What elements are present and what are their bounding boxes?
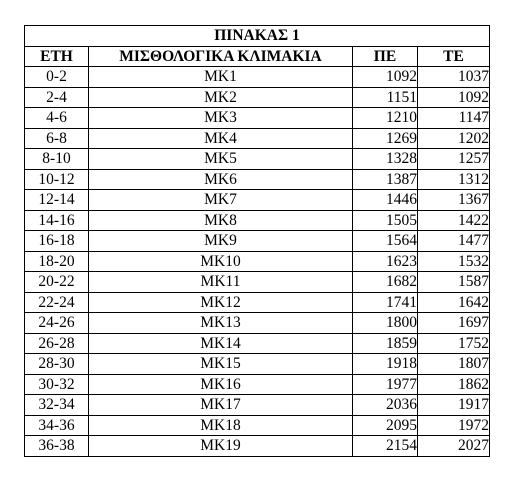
pe-cell: 1092 [353, 67, 418, 88]
header-te: ΤΕ [418, 46, 490, 67]
pe-cell: 1210 [353, 108, 418, 129]
scale-cell: ΜΚ9 [89, 231, 353, 252]
pe-cell: 1564 [353, 231, 418, 252]
table-row [25, 128, 490, 149]
te-cell: 1202 [418, 128, 490, 149]
te-cell: 1587 [418, 272, 490, 293]
years-cell: 8-10 [25, 149, 89, 170]
table-row [25, 190, 490, 211]
table-title: ΠΙΝΑΚΑΣ 1 [25, 26, 490, 47]
header-pe: ΠΕ [353, 46, 418, 67]
pe-cell: 1918 [353, 354, 418, 375]
table-row [25, 395, 490, 416]
table-row [25, 108, 490, 129]
years-cell: 12-14 [25, 190, 89, 211]
table-row [25, 415, 490, 436]
years-cell: 18-20 [25, 251, 89, 272]
scale-cell: ΜΚ11 [89, 272, 353, 293]
pe-cell: 1328 [353, 149, 418, 170]
table-header-row [25, 46, 490, 67]
pe-cell: 1741 [353, 292, 418, 313]
years-cell: 2-4 [25, 87, 89, 108]
scale-cell: ΜΚ10 [89, 251, 353, 272]
years-cell: 32-34 [25, 395, 89, 416]
years-cell: 36-38 [25, 436, 89, 457]
table-row [25, 333, 490, 354]
years-cell: 30-32 [25, 374, 89, 395]
table-row [25, 374, 490, 395]
table-row [25, 67, 490, 88]
scale-cell: ΜΚ6 [89, 169, 353, 190]
scale-cell: ΜΚ19 [89, 436, 353, 457]
scale-cell: ΜΚ1 [89, 67, 353, 88]
pe-cell: 1269 [353, 128, 418, 149]
table-row [25, 436, 490, 457]
years-cell: 26-28 [25, 333, 89, 354]
te-cell: 1312 [418, 169, 490, 190]
te-cell: 1532 [418, 251, 490, 272]
scale-cell: ΜΚ18 [89, 415, 353, 436]
years-cell: 0-2 [25, 67, 89, 88]
te-cell: 1917 [418, 395, 490, 416]
table-body [25, 67, 490, 457]
table-row [25, 313, 490, 334]
te-cell: 1972 [418, 415, 490, 436]
years-cell: 10-12 [25, 169, 89, 190]
years-cell: 16-18 [25, 231, 89, 252]
te-cell: 2027 [418, 436, 490, 457]
years-cell: 22-24 [25, 292, 89, 313]
header-salary-scales: ΜΙΣΘΟΛΟΓΙΚΑ ΚΛΙΜΑΚΙΑ [89, 46, 353, 67]
table-row [25, 169, 490, 190]
header-years: ΕΤΗ [25, 46, 89, 67]
scale-cell: ΜΚ17 [89, 395, 353, 416]
scale-cell: ΜΚ7 [89, 190, 353, 211]
pe-cell: 1151 [353, 87, 418, 108]
pe-cell: 1446 [353, 190, 418, 211]
table-row [25, 354, 490, 375]
scale-cell: ΜΚ4 [89, 128, 353, 149]
pe-cell: 1682 [353, 272, 418, 293]
years-cell: 24-26 [25, 313, 89, 334]
te-cell: 1697 [418, 313, 490, 334]
pe-cell: 1859 [353, 333, 418, 354]
pe-cell: 1977 [353, 374, 418, 395]
table-row [25, 149, 490, 170]
pe-cell: 1387 [353, 169, 418, 190]
scale-cell: ΜΚ8 [89, 210, 353, 231]
scale-cell: ΜΚ3 [89, 108, 353, 129]
pe-cell: 2095 [353, 415, 418, 436]
scale-cell: ΜΚ13 [89, 313, 353, 334]
pe-cell: 1800 [353, 313, 418, 334]
scale-cell: ΜΚ16 [89, 374, 353, 395]
table-row [25, 251, 490, 272]
te-cell: 1807 [418, 354, 490, 375]
pe-cell: 1505 [353, 210, 418, 231]
pe-cell: 2154 [353, 436, 418, 457]
years-cell: 14-16 [25, 210, 89, 231]
scale-cell: ΜΚ12 [89, 292, 353, 313]
years-cell: 20-22 [25, 272, 89, 293]
te-cell: 1642 [418, 292, 490, 313]
years-cell: 28-30 [25, 354, 89, 375]
years-cell: 34-36 [25, 415, 89, 436]
salary-scale-table [24, 25, 490, 457]
table-row [25, 272, 490, 293]
scale-cell: ΜΚ2 [89, 87, 353, 108]
pe-cell: 1623 [353, 251, 418, 272]
pe-cell: 2036 [353, 395, 418, 416]
te-cell: 1862 [418, 374, 490, 395]
table-row [25, 87, 490, 108]
te-cell: 1367 [418, 190, 490, 211]
table-row [25, 231, 490, 252]
te-cell: 1422 [418, 210, 490, 231]
te-cell: 1037 [418, 67, 490, 88]
te-cell: 1477 [418, 231, 490, 252]
years-cell: 6-8 [25, 128, 89, 149]
te-cell: 1752 [418, 333, 490, 354]
table-row [25, 292, 490, 313]
te-cell: 1147 [418, 108, 490, 129]
scale-cell: ΜΚ15 [89, 354, 353, 375]
years-cell: 4-6 [25, 108, 89, 129]
scale-cell: ΜΚ5 [89, 149, 353, 170]
te-cell: 1257 [418, 149, 490, 170]
table-title-row [25, 26, 490, 47]
scale-cell: ΜΚ14 [89, 333, 353, 354]
table-row [25, 210, 490, 231]
te-cell: 1092 [418, 87, 490, 108]
